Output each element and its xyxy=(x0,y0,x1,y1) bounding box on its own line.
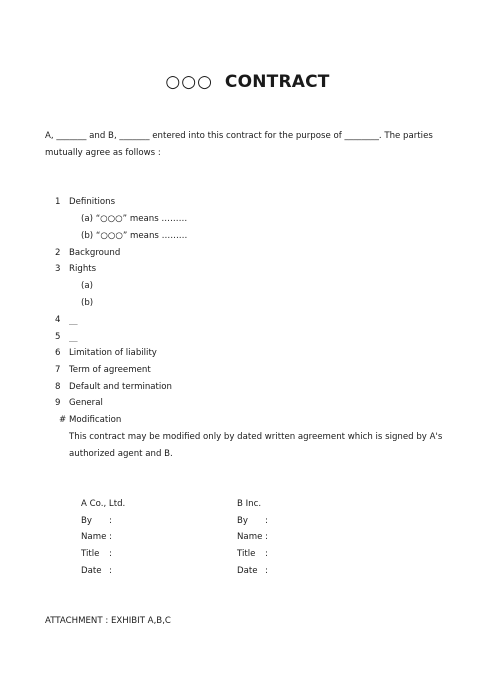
signature-field-key: By xyxy=(237,516,248,526)
section-number: 1 xyxy=(55,197,61,207)
signature-field-sep: : xyxy=(109,549,112,559)
signature-field-sep: : xyxy=(109,566,112,576)
signature-field-sep: : xyxy=(265,516,268,526)
signature-field xyxy=(237,516,268,526)
signature-field-key: Date xyxy=(237,566,258,576)
section-number: 7 xyxy=(55,365,61,375)
signature-field-key: By xyxy=(81,516,92,526)
section-label: Definitions xyxy=(69,197,116,207)
page-title xyxy=(0,72,495,92)
section-number: 2 xyxy=(55,248,61,258)
attachment-line: ATTACHMENT : EXHIBIT A,B,C xyxy=(45,616,171,626)
signature-field-sep: : xyxy=(109,532,112,542)
section-label: Limitation of liability xyxy=(69,348,157,358)
signature-field xyxy=(81,516,112,526)
section-label: Background xyxy=(69,248,121,258)
section-number: 8 xyxy=(55,382,61,392)
intro-line-1: A, _______ and B, _______ entered into this contract for the purpose of ________. The parties xyxy=(45,131,433,141)
signature-field xyxy=(81,566,112,576)
section-label: Rights xyxy=(69,264,97,274)
modification-text-line-1: This contract may be modified only by dated written agreement which is signed by A's xyxy=(69,432,443,442)
signature-company: B Inc. xyxy=(237,499,262,509)
modification-text-line-2: authorized agent and B. xyxy=(69,449,173,459)
signature-field-key: Title xyxy=(237,549,256,559)
definition-b: (b) “○○○” means ……… xyxy=(81,231,188,241)
signature-field-key: Name xyxy=(237,532,263,542)
title-text: CONTRACT xyxy=(224,72,330,92)
section-number: 3 xyxy=(55,264,61,274)
intro-paragraph xyxy=(45,128,455,162)
section-number: # xyxy=(59,415,67,425)
section-label: Term of agreement xyxy=(69,365,151,375)
rights-b: (b) xyxy=(81,298,94,308)
signature-field xyxy=(237,549,268,559)
signature-field-sep: : xyxy=(265,549,268,559)
section-label: General xyxy=(69,398,103,408)
signature-field-sep: : xyxy=(265,566,268,576)
signature-field xyxy=(81,549,112,559)
section-label: ＿ xyxy=(69,334,78,344)
signature-field-key: Name xyxy=(81,532,107,542)
intro-line-2: mutually agree as follows : xyxy=(45,148,161,158)
signature-company: A Co., Ltd. xyxy=(81,499,126,509)
signature-field xyxy=(237,532,268,542)
section-number: 4 xyxy=(55,315,61,325)
definition-a: (a) “○○○” means ……… xyxy=(81,214,188,224)
section-label: ＿ xyxy=(69,317,78,327)
section-label: Modification xyxy=(69,415,122,425)
section-number: 6 xyxy=(55,348,61,358)
signature-field xyxy=(81,532,112,542)
section-label: Default and termination xyxy=(69,382,173,392)
signature-field xyxy=(237,566,268,576)
signature-field-key: Date xyxy=(81,566,102,576)
title-placeholder-marks: ○○○ xyxy=(165,72,213,92)
section-number: 5 xyxy=(55,332,61,342)
rights-a: (a) xyxy=(81,281,93,291)
signature-field-sep: : xyxy=(265,532,268,542)
signature-field-sep: : xyxy=(109,516,112,526)
section-number: 9 xyxy=(55,398,61,408)
signature-field-key: Title xyxy=(81,549,100,559)
